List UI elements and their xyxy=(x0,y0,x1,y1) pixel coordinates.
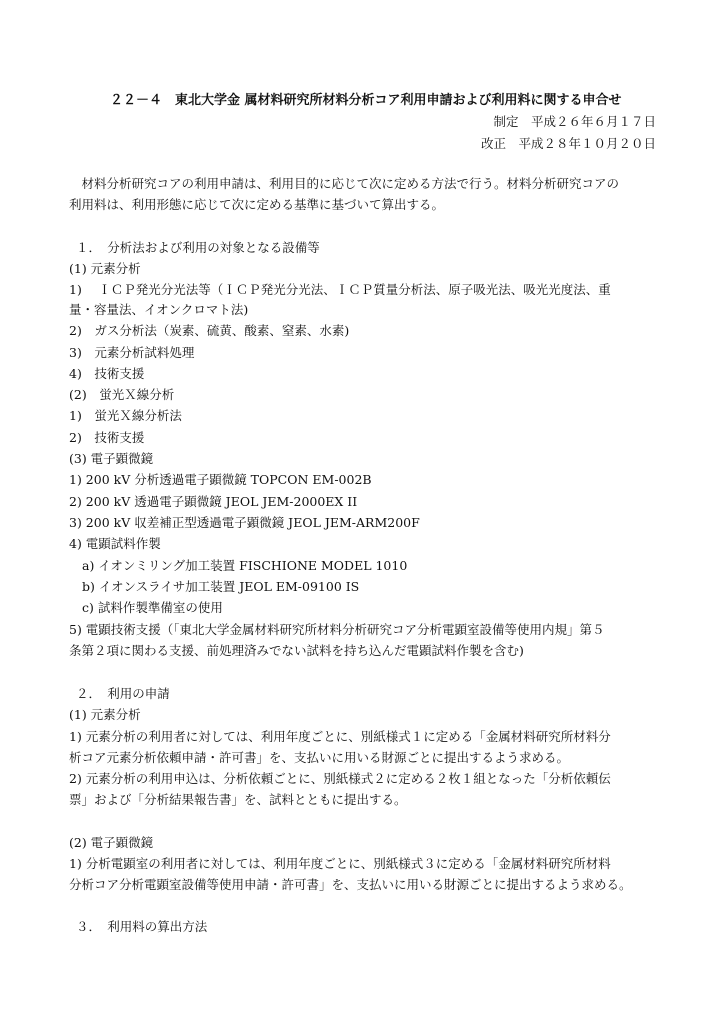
intro-paragraph-line: 材料分析研究コアの利用申請は、利用目的に応じて次に定める方法で行う。材料分析研究コアの xyxy=(69,176,620,191)
section-1-line: 2) ガス分析法（炭素、硫黄、酸素、窒素、水素) xyxy=(69,323,350,338)
section-2-line: 票」および「分析結果報告書」を、試料とともに提出する。 xyxy=(69,792,407,807)
section-2-line: 2) 元素分析の利用申込は、分析依頼ごとに、別紙様式２に定める２枚１組となった「分析依頼伝 xyxy=(69,771,611,786)
section-1-line: 条第２項に関わる支援、前処理済みでない試料を持ち込んだ電顕試料作製を含む) xyxy=(69,643,524,658)
intro-paragraph-line: 利用料は、利用形態に応じて次に定める基準に基づいて算出する。 xyxy=(69,197,445,212)
section-1-line: 2) 技術支援 xyxy=(69,430,145,445)
revised-date: 改正 平成２８年１０月２０日 xyxy=(480,136,656,151)
section-1-line: 3) 元素分析試料処理 xyxy=(69,345,195,360)
section-2-line: 析コア元素分析依頼申請・許可書」を、支払いに用いる財源ごとに提出するよう求める。 xyxy=(69,750,570,765)
section-2-line: (2) 電子顕微鏡 xyxy=(69,835,154,850)
section-1-line: 1) 蛍光Ｘ線分析法 xyxy=(69,408,182,423)
section-1-sub-line: c) 試料作製準備室の使用 xyxy=(82,600,223,615)
enacted-date: 制定 平成２６年６月１７日 xyxy=(493,114,656,129)
section-2-line: 1) 分析電顕室の利用者に対しては、利用年度ごとに、別紙様式３に定める「金属材料研究所材料 xyxy=(69,856,611,871)
section-1-heading: １． 分析法および利用の対象となる設備等 xyxy=(76,240,320,255)
section-1-line: (2) 蛍光Ｘ線分析 xyxy=(69,387,175,402)
section-1-line: 1) ＩＣＰ発光分光法等（ＩＣＰ発光分光法、ＩＣＰ質量分析法、原子吸光法、吸光光度法、重 xyxy=(69,282,611,297)
section-3-heading: ３． 利用料の算出方法 xyxy=(76,919,208,934)
section-2-heading: ２． 利用の申請 xyxy=(76,686,170,701)
section-1-sub-line: a) イオンミリング加工装置 FISCHIONE MODEL 1010 xyxy=(82,558,408,573)
section-1-line: (3) 電子顕微鏡 xyxy=(69,451,154,466)
document-title: ２２－４ 東北大学金 属材料研究所材料分析コア利用申請および利用料に関する申合せ xyxy=(110,93,622,108)
section-1-line: 1) 200 kV 分析透過電子顕微鏡 TOPCON EM-002B xyxy=(69,472,372,487)
section-2-line: 分析コア分析電顕室設備等使用申請・許可書」を、支払いに用いる財源ごとに提出するよう求める。 xyxy=(69,877,632,892)
section-2-line: (1) 元素分析 xyxy=(69,707,141,722)
section-1-line: 3) 200 kV 収差補正型透過電子顕微鏡 JEOL JEM-ARM200F xyxy=(69,515,420,530)
section-1-line: 4) 技術支援 xyxy=(69,366,145,381)
section-1-line: (1) 元素分析 xyxy=(69,261,141,276)
section-1-line: 5) 電顕技術支援（「東北大学金属材料研究所材料分析研究コア分析電顕室設備等使用内規」第５ xyxy=(69,622,605,637)
section-1-line: 2) 200 kV 透過電子顕微鏡 JEOL JEM-2000EX II xyxy=(69,494,358,509)
section-1-line: 4) 電顕試料作製 xyxy=(69,536,161,551)
section-1-sub-line: b) イオンスライサ加工装置 JEOL EM-09100 IS xyxy=(82,579,360,594)
section-1-line: 量・容量法、イオンクロマト法) xyxy=(69,302,249,317)
section-2-line: 1) 元素分析の利用者に対しては、利用年度ごとに、別紙様式１に定める「金属材料研究所材料分 xyxy=(69,729,611,744)
